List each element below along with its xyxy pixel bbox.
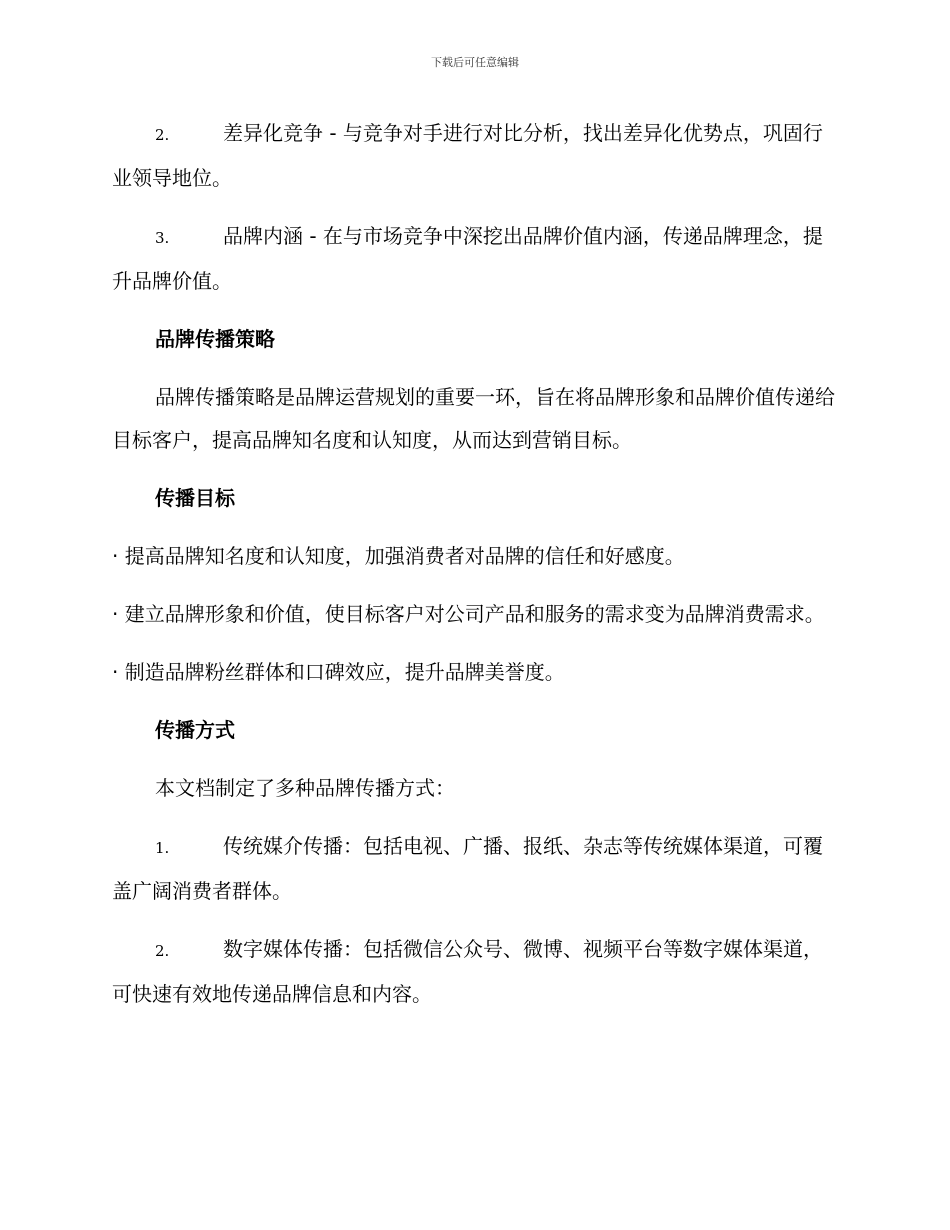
- section-heading: 品牌传播策略: [155, 327, 275, 351]
- item-text: 数字媒体传播：包括微信公众号、微博、视频平台等数字媒体渠道，可快速有效地传递品牌信息和内容。: [112, 937, 823, 1006]
- numbered-item: [112, 112, 836, 200]
- numbered-item: [112, 215, 836, 303]
- paragraph: 品牌传播策略是品牌运营规划的重要一环，旨在将品牌形象和品牌价值传递给目标客户，提高品牌知名度和认知度，从而达到营销目标。: [112, 385, 835, 452]
- bullet-item: · 提高品牌知名度和认知度，加强消费者对品牌的信任和好感度。: [112, 544, 685, 568]
- item-text: 传统媒介传播：包括电视、广播、报纸、杂志等传统媒体渠道，可覆盖广阔消费者群体。: [112, 834, 823, 903]
- page-header: 下载后可任意编辑: [431, 56, 519, 69]
- paragraph: 本文档制定了多种品牌传播方式：: [155, 776, 455, 800]
- numbered-item: [112, 825, 836, 913]
- item-text: 差异化竞争 - 与竞争对手进行对比分析，找出差异化优势点，巩固行业领导地位。: [112, 121, 823, 190]
- section-heading: 传播方式: [155, 718, 235, 742]
- item-number: 3.: [155, 229, 170, 247]
- item-number: 2.: [155, 126, 170, 144]
- section-heading: 传播目标: [155, 486, 235, 510]
- bullet-item: · 建立品牌形象和价值，使目标客户对公司产品和服务的需求变为品牌消费需求。: [112, 602, 825, 626]
- bullet-item: · 制造品牌粉丝群体和口碑效应，提升品牌美誉度。: [112, 660, 565, 684]
- document-body: [112, 112, 836, 1031]
- item-number: 1.: [155, 839, 170, 857]
- numbered-item: [112, 928, 836, 1016]
- item-text: 品牌内涵 - 在与市场竞争中深挖出品牌价值内涵，传递品牌理念，提升品牌价值。: [112, 224, 823, 293]
- item-number: 2.: [155, 942, 170, 960]
